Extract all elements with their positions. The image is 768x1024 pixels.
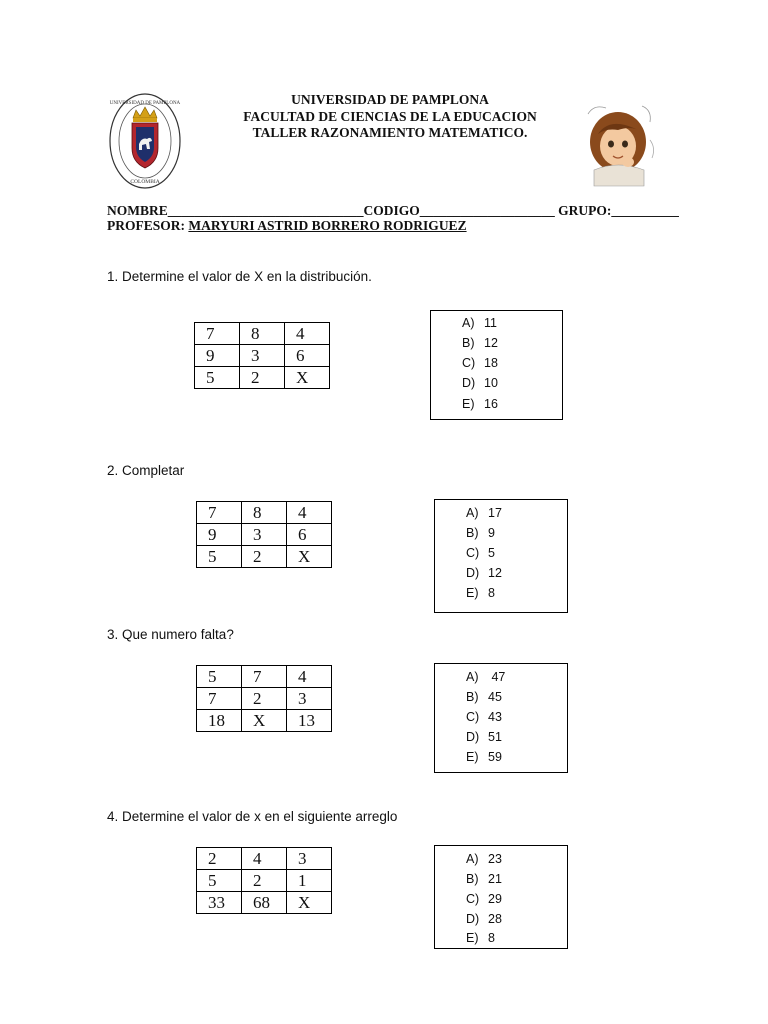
option-value: 21: [488, 872, 502, 886]
grid-cell: 6: [285, 345, 330, 367]
option-letter: C): [466, 546, 480, 560]
grid-cell: 5: [197, 666, 242, 688]
option-b[interactable]: [466, 690, 502, 704]
option-value: 9: [488, 526, 495, 540]
option-letter: C): [462, 356, 476, 370]
grid-row: [195, 323, 330, 345]
option-letter: E): [466, 586, 479, 600]
professor-name: MARYURI ASTRID BORRERO RODRIGUEZ: [188, 218, 467, 233]
option-value: 11: [484, 316, 497, 330]
option-d[interactable]: [466, 566, 502, 580]
nombre-field[interactable]: NOMBRE_____________________________: [107, 203, 364, 218]
option-value: 43: [488, 710, 502, 724]
grid-row: [197, 892, 332, 914]
option-b[interactable]: [466, 526, 495, 540]
question-1-prompt: 1. Determine el valor de X en la distribución.: [107, 269, 372, 284]
grid-row: [197, 546, 332, 568]
grid-cell: 4: [287, 502, 332, 524]
grid-cell: 7: [242, 666, 287, 688]
grid-row: [195, 367, 330, 389]
option-value: 23: [488, 852, 502, 866]
question-3-options: [434, 663, 568, 773]
workshop-title: TALLER RAZONAMIENTO MATEMATICO.: [252, 125, 528, 140]
option-letter: B): [466, 690, 479, 704]
grid-cell: 2: [240, 367, 285, 389]
option-letter: D): [466, 912, 480, 926]
grid-row: [197, 524, 332, 546]
professor-line: [107, 218, 467, 234]
university-title: UNIVERSIDAD DE PAMPLONA: [291, 92, 489, 107]
option-d[interactable]: [466, 912, 502, 926]
option-e[interactable]: [466, 586, 495, 600]
option-d[interactable]: [462, 376, 498, 390]
question-2-options: [434, 499, 568, 613]
grid-cell: X: [287, 892, 332, 914]
university-seal-logo: [108, 92, 182, 190]
grid-row: [197, 870, 332, 892]
option-letter: D): [466, 566, 480, 580]
option-value: 47: [488, 670, 506, 684]
option-letter: A): [466, 852, 479, 866]
question-1-options: [430, 310, 563, 420]
option-value: 29: [488, 892, 502, 906]
document-header: [200, 92, 580, 142]
question-4-grid: [196, 847, 332, 914]
grupo-field[interactable]: GRUPO:__________: [558, 203, 679, 218]
option-value: 8: [488, 586, 495, 600]
student-info-line: [107, 203, 679, 219]
grid-cell: 9: [195, 345, 240, 367]
grid-cell: 7: [195, 323, 240, 345]
option-letter: B): [466, 872, 479, 886]
option-letter: B): [462, 336, 475, 350]
option-b[interactable]: [466, 872, 502, 886]
option-letter: D): [466, 730, 480, 744]
grid-cell: 5: [195, 367, 240, 389]
option-a[interactable]: [466, 852, 502, 866]
option-letter: E): [462, 397, 475, 411]
grid-row: [197, 848, 332, 870]
grid-row: [197, 688, 332, 710]
grid-cell: 7: [197, 688, 242, 710]
grid-row: [197, 666, 332, 688]
option-letter: C): [466, 892, 480, 906]
option-d[interactable]: [466, 730, 502, 744]
codigo-field[interactable]: CODIGO____________________: [363, 203, 555, 218]
grid-cell: 2: [197, 848, 242, 870]
grid-cell: 3: [240, 345, 285, 367]
grid-row: [197, 502, 332, 524]
question-3-prompt: 3. Que numero falta?: [107, 627, 234, 642]
option-letter: E): [466, 931, 479, 945]
grid-cell: 9: [197, 524, 242, 546]
question-1-grid: [194, 322, 330, 389]
option-value: 28: [488, 912, 502, 926]
option-letter: C): [466, 710, 480, 724]
faculty-title: FACULTAD DE CIENCIAS DE LA EDUCACION: [243, 108, 537, 124]
option-c[interactable]: [466, 892, 502, 906]
grid-cell: 5: [197, 546, 242, 568]
grid-cell: 2: [242, 688, 287, 710]
question-2-prompt: 2. Completar: [107, 463, 185, 478]
option-value: 5: [488, 546, 495, 560]
question-3-grid: [196, 665, 332, 732]
option-value: 18: [484, 356, 498, 370]
grid-cell: 33: [197, 892, 242, 914]
grid-cell: 5: [197, 870, 242, 892]
grid-cell: 4: [287, 666, 332, 688]
grid-cell: 3: [287, 688, 332, 710]
grid-cell: 2: [242, 546, 287, 568]
professor-label: PROFESOR:: [107, 218, 186, 233]
grid-cell: 18: [197, 710, 242, 732]
option-value: 59: [488, 750, 502, 764]
option-value: 17: [488, 506, 502, 520]
option-e[interactable]: [466, 750, 502, 764]
option-c[interactable]: [466, 710, 502, 724]
grid-cell: X: [287, 546, 332, 568]
option-value: 16: [484, 397, 498, 411]
option-b[interactable]: [462, 336, 498, 350]
seal-ring-text-top: UNIVERSIDAD DE PAMPLONA: [109, 101, 181, 106]
grid-cell: 8: [242, 502, 287, 524]
option-c[interactable]: [462, 356, 498, 370]
option-e[interactable]: [462, 397, 498, 411]
grid-row: [197, 710, 332, 732]
grid-cell: 6: [287, 524, 332, 546]
option-c[interactable]: [466, 546, 495, 560]
grid-cell: 7: [197, 502, 242, 524]
option-value: 45: [488, 690, 502, 704]
question-2-grid: [196, 501, 332, 568]
grid-cell: 4: [242, 848, 287, 870]
question-4-prompt: 4. Determine el valor de x en el siguiente arreglo: [107, 809, 398, 824]
option-value: 10: [484, 376, 498, 390]
option-letter: D): [462, 376, 476, 390]
grid-row: [195, 345, 330, 367]
grid-cell: 3: [287, 848, 332, 870]
option-value: 12: [488, 566, 502, 580]
grid-cell: 68: [242, 892, 287, 914]
option-e[interactable]: [466, 931, 495, 945]
question-4-options: [434, 845, 568, 949]
option-a[interactable]: [462, 316, 497, 330]
option-letter: A): [466, 670, 479, 684]
grid-cell: 2: [242, 870, 287, 892]
option-value: 8: [488, 931, 495, 945]
option-a[interactable]: [466, 670, 505, 684]
grid-cell: 8: [240, 323, 285, 345]
option-a[interactable]: [466, 506, 502, 520]
grid-cell: X: [285, 367, 330, 389]
option-value: 12: [484, 336, 498, 350]
option-letter: A): [462, 316, 475, 330]
option-letter: A): [466, 506, 479, 520]
option-letter: E): [466, 750, 479, 764]
grid-cell: 3: [242, 524, 287, 546]
thinking-child-illustration: [580, 100, 660, 188]
option-letter: B): [466, 526, 479, 540]
grid-cell: 1: [287, 870, 332, 892]
option-value: 51: [488, 730, 502, 744]
grid-cell: 13: [287, 710, 332, 732]
grid-cell: X: [242, 710, 287, 732]
seal-ring-text-bottom: COLOMBIA: [130, 179, 160, 185]
grid-cell: 4: [285, 323, 330, 345]
